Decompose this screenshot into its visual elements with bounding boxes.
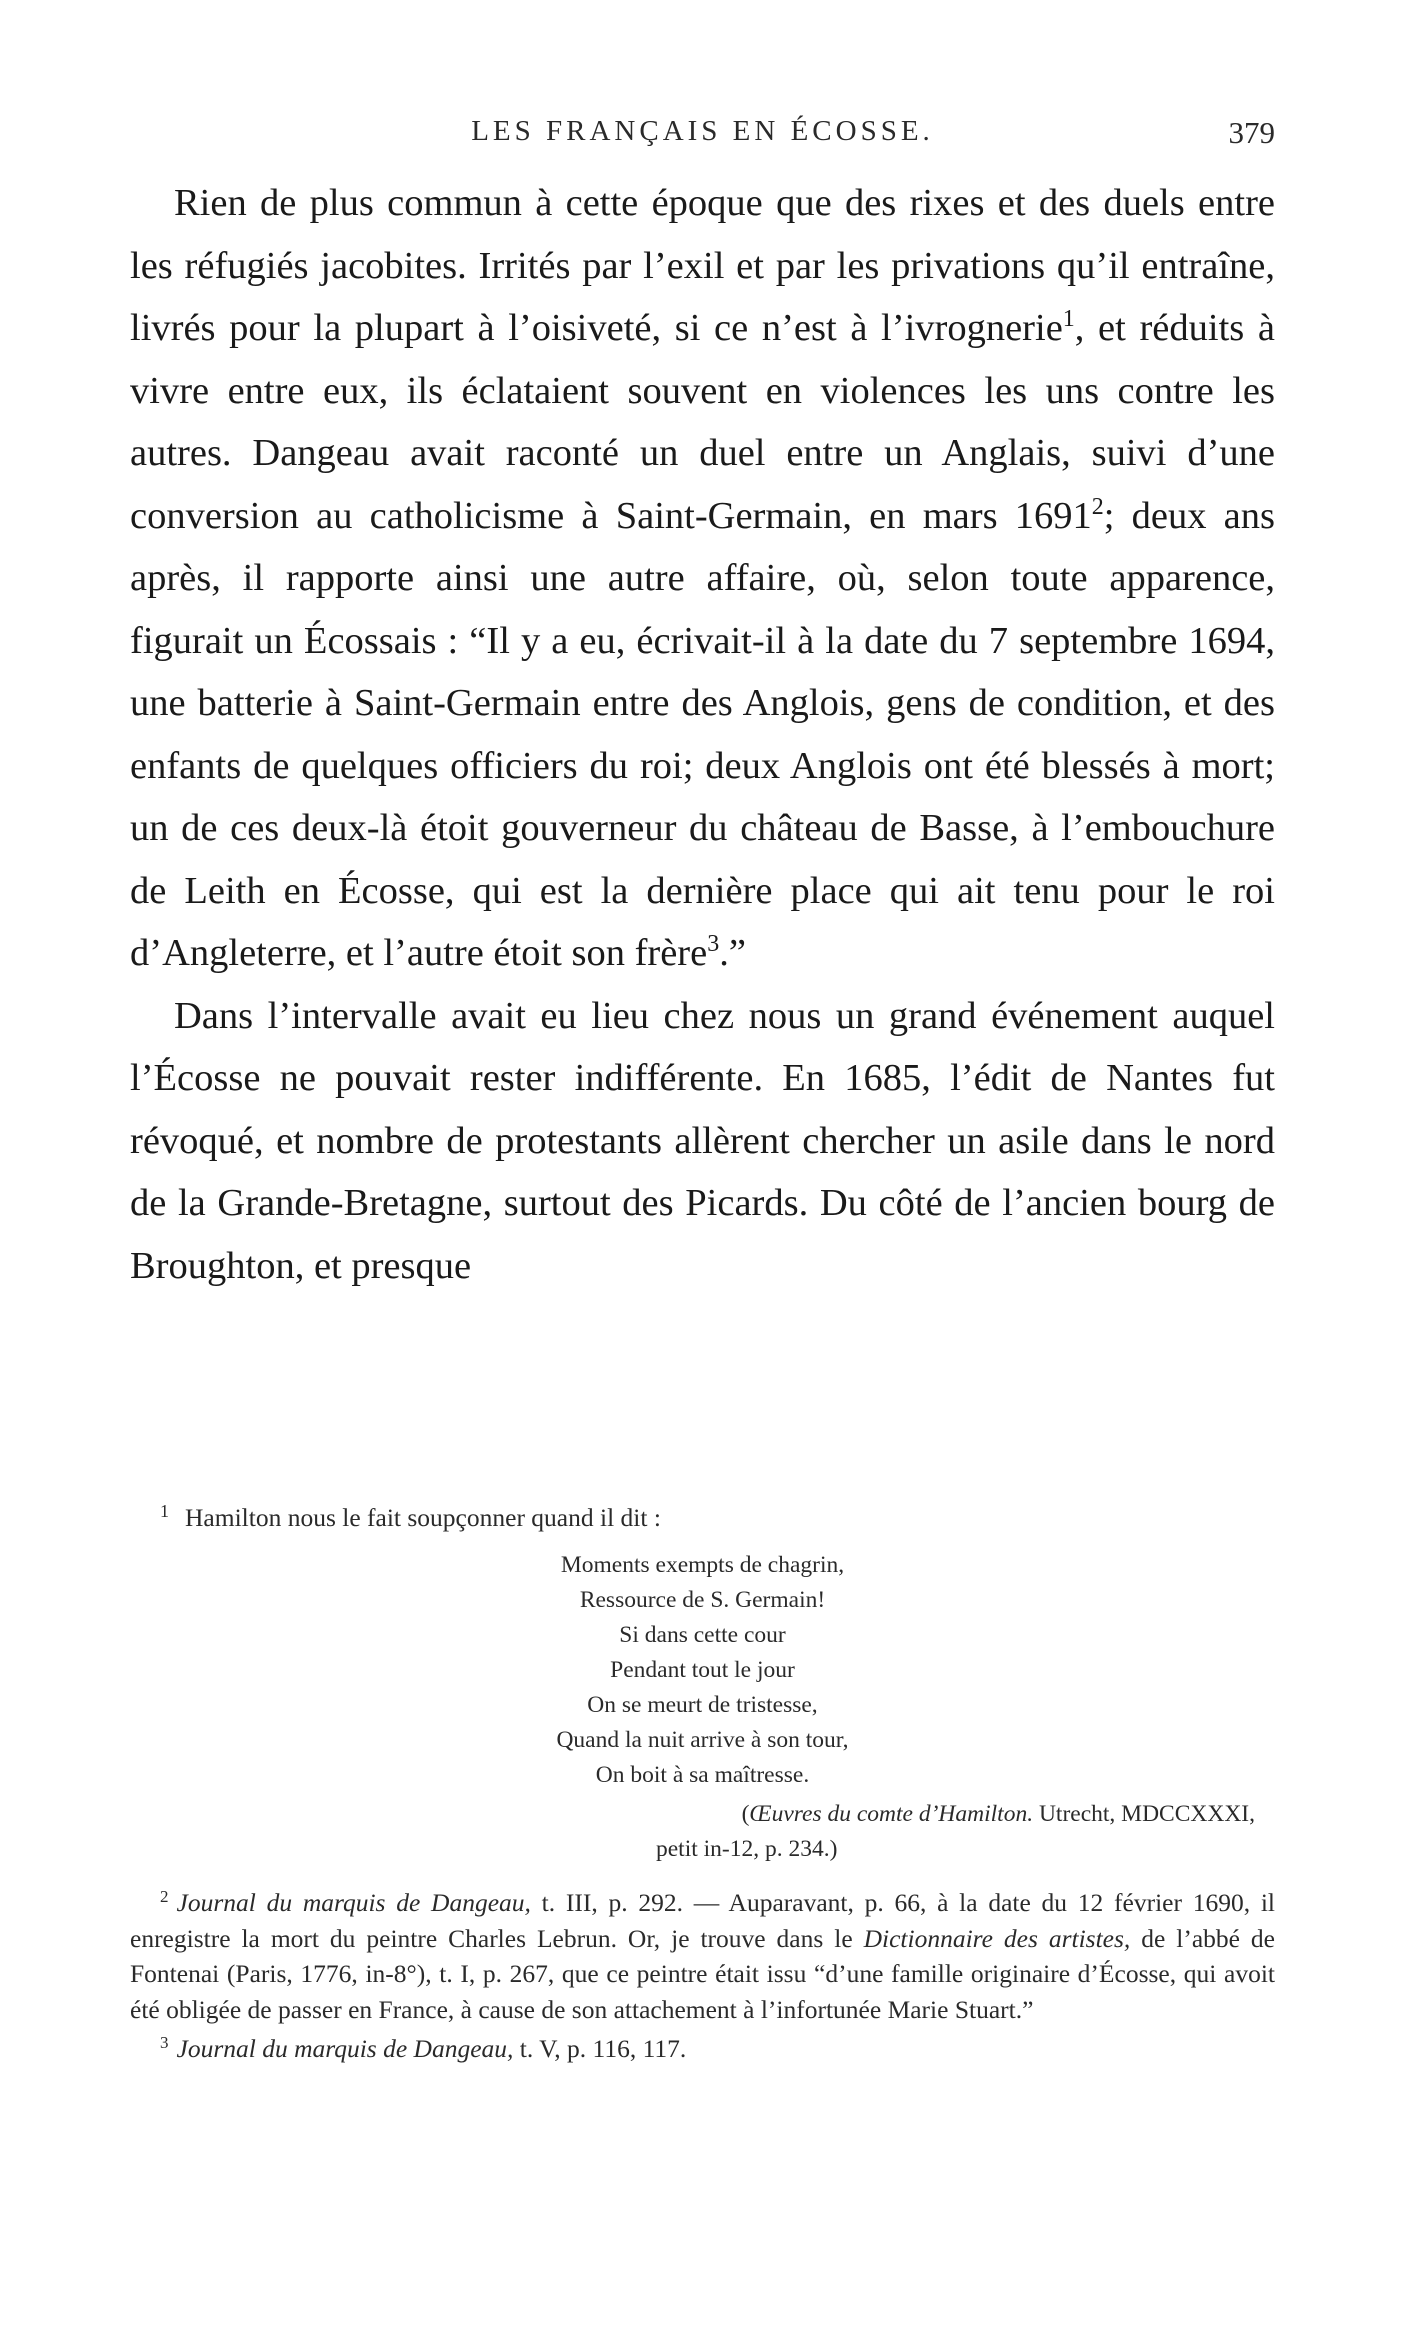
citation-rest: Utrecht, MDCCXXXI,: [1033, 1801, 1255, 1827]
footnote-1-mark: 1: [160, 1500, 169, 1521]
footnote-3: [130, 2031, 1275, 2067]
footnote-3-title: Journal du marquis de Dangeau,: [176, 2034, 514, 2063]
footnote-2-title-1: Journal du marquis de Dangeau,: [176, 1888, 531, 1917]
running-title: LES FRANÇAIS EN ÉCOSSE.: [471, 115, 934, 147]
footnote-2-title-2: Dictionnaire des artistes,: [863, 1923, 1131, 1953]
verse-line: Pendant tout le jour: [610, 1657, 795, 1683]
footnote-1-citation: [130, 1797, 1275, 1832]
footnote-ref-1: 1: [1062, 306, 1075, 333]
footnote-ref-3: 3: [707, 931, 720, 958]
paragraph-2: Dans l’intervalle avait eu lieu chez nous un grand événement auquel l’Écosse ne pouvait rester indifférente. En 1685, l’édit de Nantes fut révoqué, et nombre de protestants allèrent chercher un asile dans le nord de la Grande-Bretagne, surtout des Picards. Du côté de l’ancien bourg de Broughton, et presque: [130, 994, 1275, 1287]
paragraph-1-part-a: Rien de plus commun à cette époque que des rixes et des duels entre les réfugiés jacobites. Irrités par l’exil et par les privations qu’il entraîne, livrés pour la plupart à l’oisiveté, si ce n’est à l’ivrognerie: [130, 182, 1275, 349]
footnote-3-text: t. V, p. 116, 117.: [513, 2034, 687, 2063]
footnote-3-mark: 3: [160, 2032, 169, 2052]
verse-line: Quand la nuit arrive à son tour,: [556, 1727, 849, 1753]
footnote-2-text-2: de l’abbé de Fontenai (Paris, 1776, in-8°), t. I, p. 267, que ce peintre était issu “d’une famille originaire d’Écosse, qui avoit été obligée de passer en France, à cause de son attachement à l’infortunée Marie Stuart.”: [130, 1923, 1275, 2024]
citation-title: Œuvres du comte d’Hamilton.: [749, 1801, 1034, 1827]
footnote-1: [160, 1498, 1275, 1538]
verse-line: Moments exempts de chagrin,: [560, 1552, 845, 1578]
page-number: 379: [1228, 115, 1275, 150]
running-head: [130, 115, 1275, 165]
verse-line: Ressource de S. Germain!: [579, 1587, 826, 1613]
verse-line: Si dans cette cour: [619, 1622, 786, 1648]
paragraph-1-part-c: ; deux ans après, il rapporte ainsi une autre affaire, où, selon toute apparence, figurait un Écossais : “Il y a eu, écrivait-il à la date du 7 septembre 1694, une batterie à Saint-Germain entre des Anglois, gens de condition, et des enfants de quelques officiers du roi; deux Anglois ont été blessés à mort; un de ces deux-là étoit gouverneur du château de Basse, à l’embouchure de Leith en Écosse, qui est la dernière place qui ait tenu pour le roi d’Angleterre, et l’autre étoit son frère: [130, 494, 1275, 974]
footnotes: [130, 1498, 1275, 2067]
paragraph-1-part-b: , et réduits à vivre entre eux, ils éclataient souvent en violences les uns contre les autres. Dangeau avait raconté un duel entre un Anglais, suivi d’une conversion au catholicisme à Saint-Germain, en mars 1691: [130, 307, 1275, 537]
footnote-2-mark: 2: [160, 1886, 169, 1906]
footnote-1-intro: Hamilton nous le fait soupçonner quand il dit :: [185, 1503, 661, 1532]
paragraph-1-part-d: .”: [719, 932, 746, 974]
footnote-ref-2: 2: [1091, 493, 1104, 520]
footnote-1-verse: [130, 1548, 1275, 1793]
citation-open-paren: (: [741, 1801, 750, 1827]
footnote-1-citation-line2: petit in-12, p. 234.): [656, 1836, 838, 1862]
paragraph-1: [130, 172, 1275, 985]
footnote-2-text-1: t. III, p. 292. — Auparavant, p. 66, à la date du 12 février 1690, il enregistre la mort du peintre Charles Lebrun. Or, je trouve dans le: [130, 1888, 1276, 1953]
verse-line: On se meurt de tristesse,: [587, 1692, 818, 1718]
footnote-2: [130, 1885, 1275, 2027]
verse-line: On boit à sa maîtresse.: [595, 1762, 810, 1788]
main-text: [130, 172, 1275, 1297]
